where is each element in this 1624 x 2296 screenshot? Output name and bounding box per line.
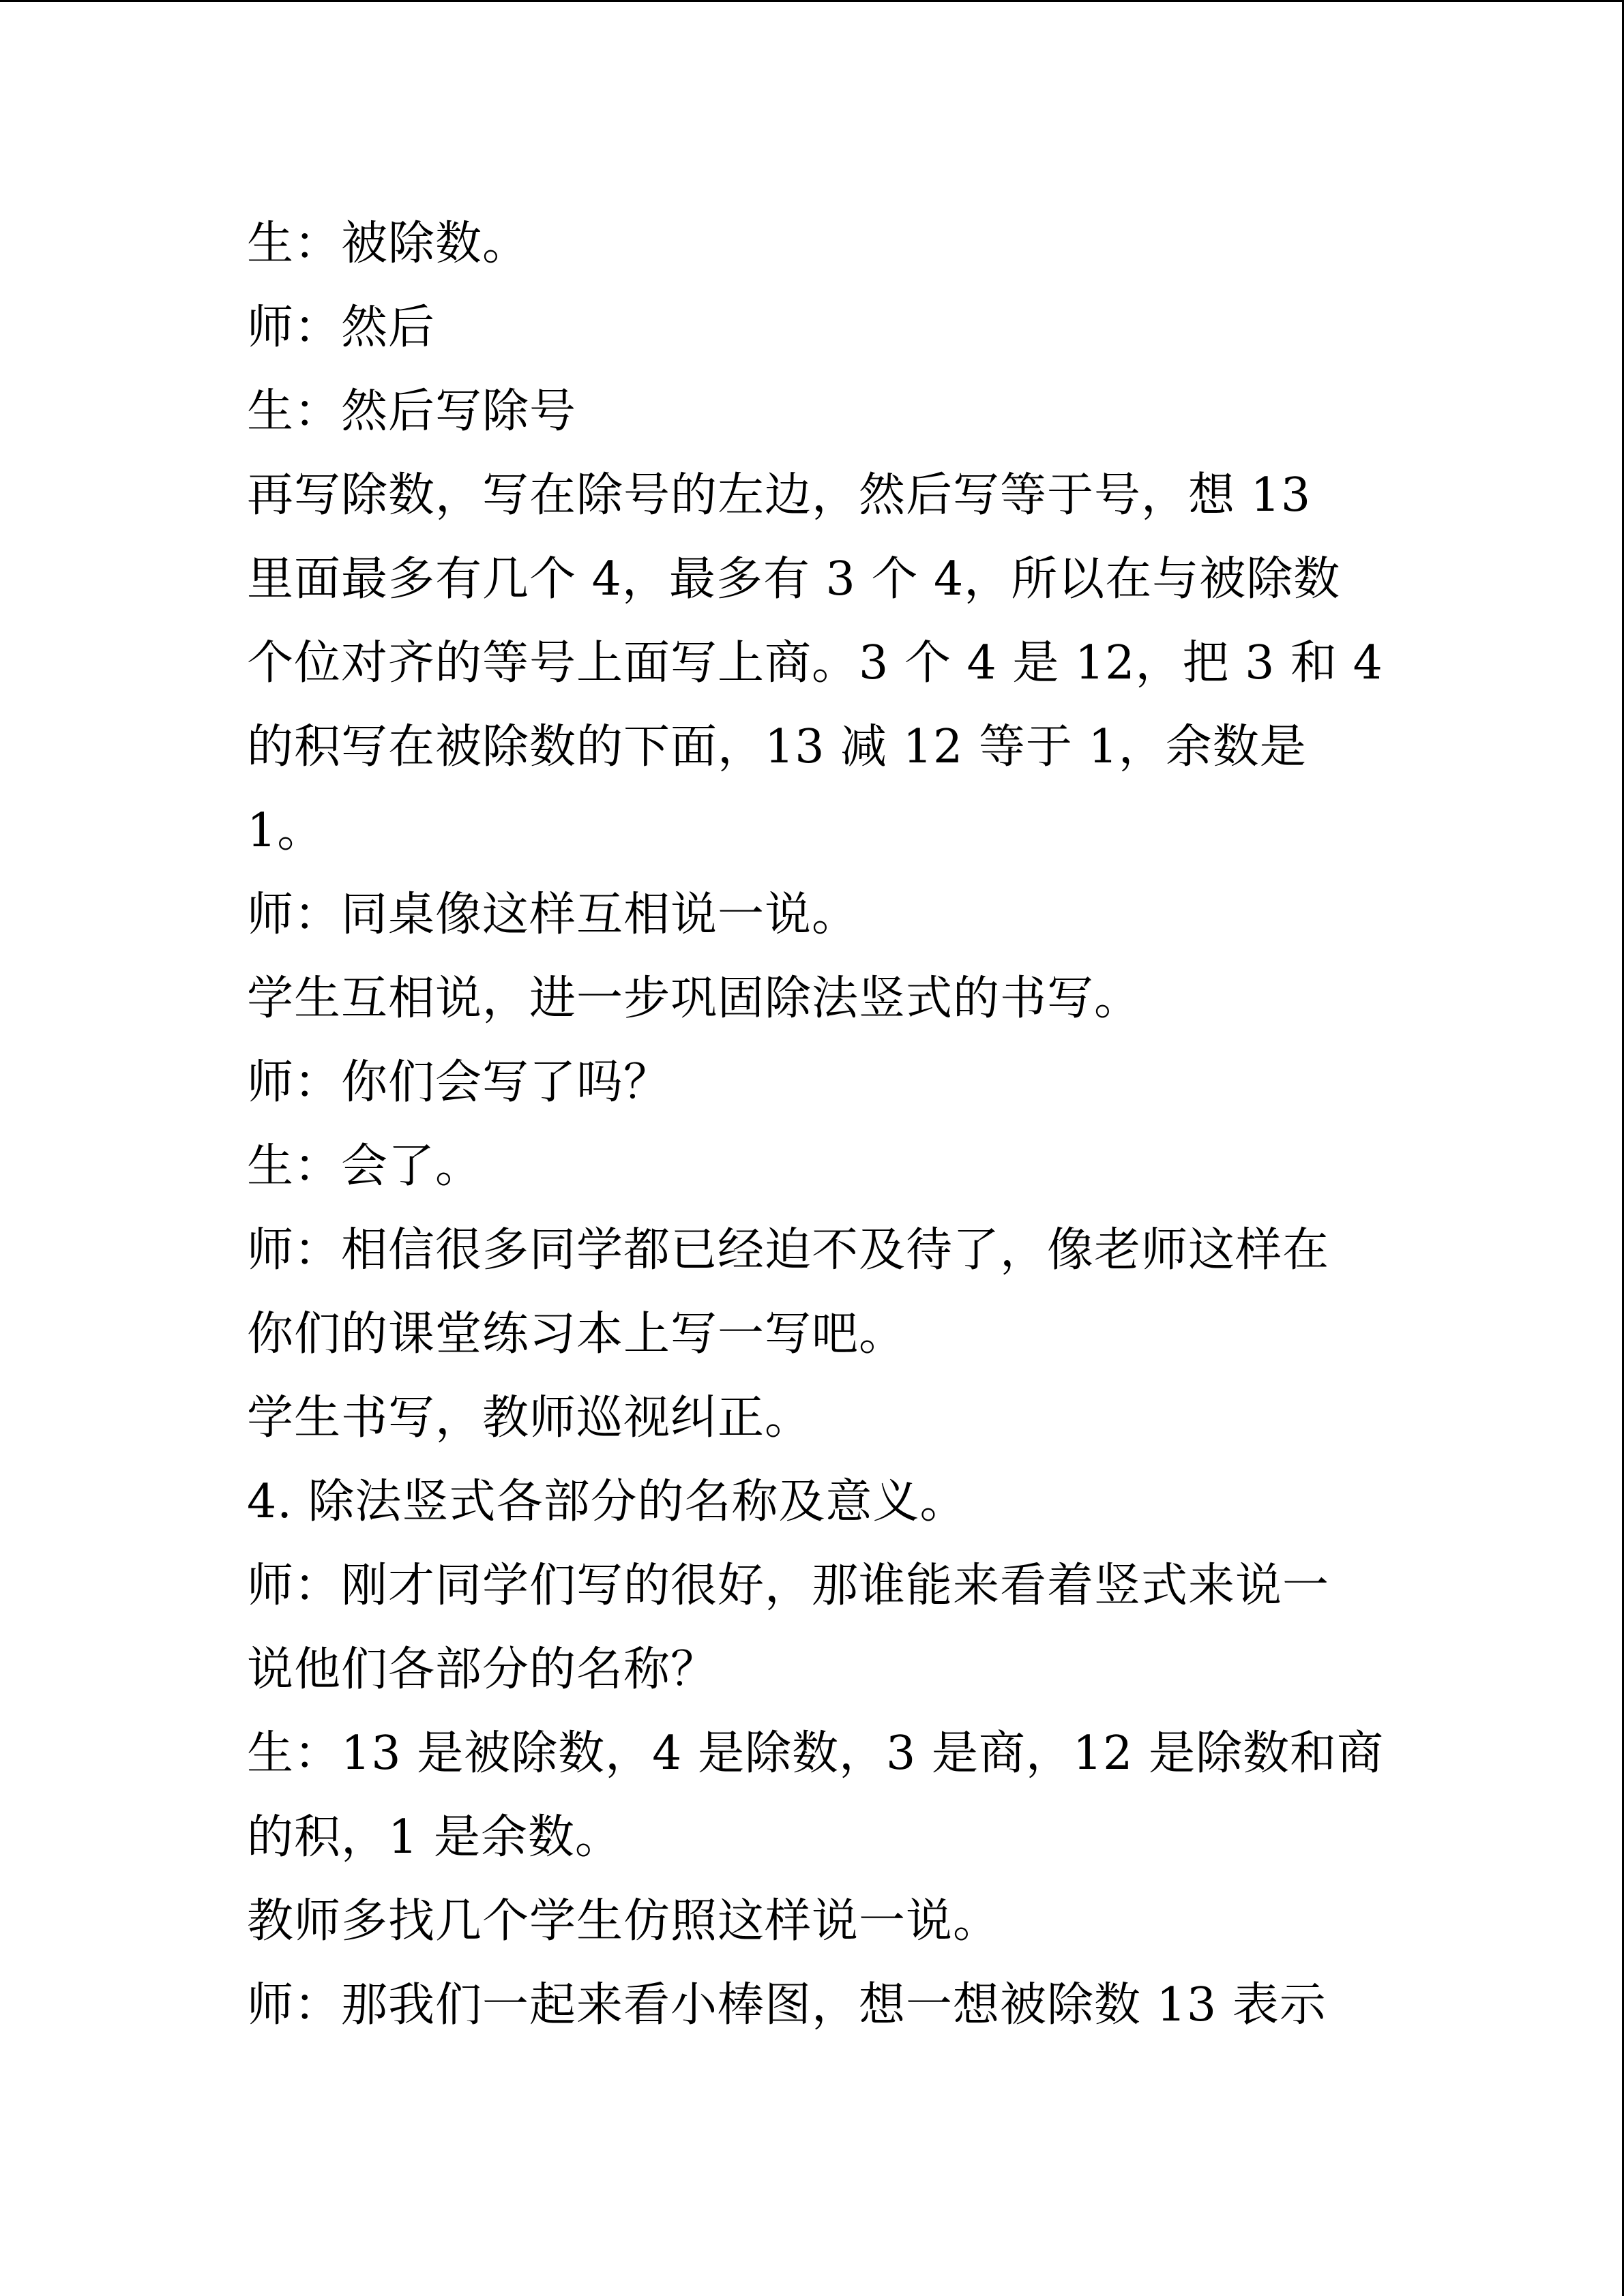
text-line: 师：然后	[247, 301, 436, 355]
document-body	[247, 202, 1385, 2047]
text-line: 生：然后写除号	[247, 385, 577, 438]
text-line: 的积写在被除数的下面，13 减 12 等于 1，余数是	[247, 720, 1307, 774]
text-line: 生：被除数。	[247, 217, 530, 271]
text-line: 里面最多有几个 4，最多有 3 个 4，所以在与被除数	[247, 552, 1341, 606]
text-line: 师：相信很多同学都已经迫不及待了，像老师这样在	[247, 1223, 1330, 1277]
text-line: 师：同桌像这样互相说一说。	[247, 888, 859, 942]
text-line: 你们的课堂练习本上写一写吧。	[247, 1307, 906, 1361]
text-line: 师：刚才同学们写的很好，那谁能来看着竖式来说一	[247, 1559, 1330, 1613]
text-line: 个位对齐的等号上面写上商。3 个 4 是 12，把 3 和 4	[247, 636, 1383, 690]
text-line: 再写除数，写在除号的左边，然后写等于号，想 13	[247, 468, 1312, 522]
text-line: 教师多找几个学生仿照这样说一说。	[247, 1894, 1001, 1948]
text-line: 的积，1 是余数。	[247, 1810, 622, 1864]
text-line: 师：那我们一起来看小棒图，想一想被除数 13 表示	[247, 1978, 1327, 2032]
text-line: 说他们各部分的名称？	[247, 1643, 718, 1697]
text-line: 生：13 是被除数，4 是除数，3 是商，12 是除数和商	[247, 1727, 1385, 1780]
text-line: 1。	[247, 804, 325, 858]
section-heading: 4. 除法竖式各部分的名称及意义。	[247, 1475, 967, 1529]
text-line: 学生书写，教师巡视纠正。	[247, 1391, 812, 1445]
text-line: 学生互相说，进一步巩固除法竖式的书写。	[247, 972, 1142, 1026]
text-line: 师：你们会写了吗？	[247, 1056, 671, 1109]
text-line: 生：会了。	[247, 1139, 483, 1193]
